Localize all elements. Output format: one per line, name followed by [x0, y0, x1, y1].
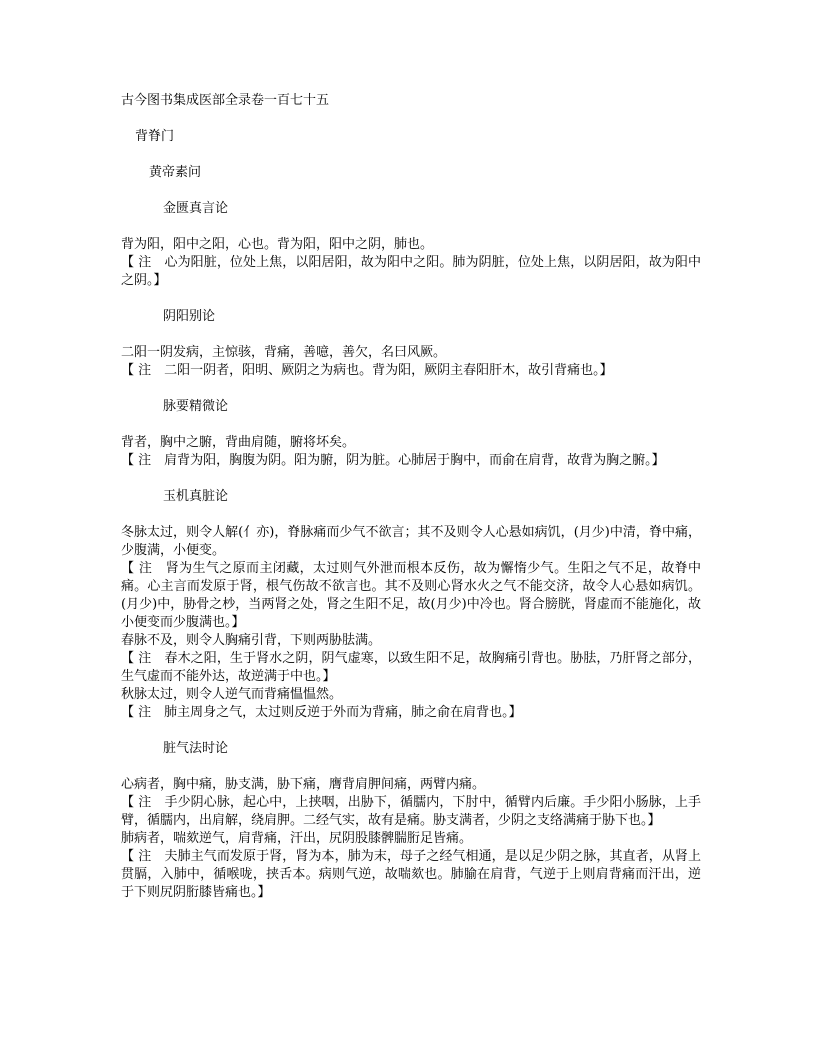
category-heading: 背脊门 — [135, 129, 175, 144]
book-heading: 黄帝素问 — [149, 165, 202, 180]
text-paragraph: 春脉不及，则令人胸痛引背，下则两胁胠满。 — [121, 633, 382, 648]
document-title: 古今图书集成医部全录卷一百七十五 — [121, 93, 330, 108]
annotation-paragraph: 【 注 手少阴心脉，起心中，上挟咽，出胁下，循臑内，下肘中，循臂内后廉。手少阳小肠脉，上手臂，循臑内，出肩解，绕肩胛。二经气实，故有是痛。胁支满者，少阴之支络满痛于胁下也。】 — [121, 795, 701, 828]
text-paragraph: 秋脉太过，则令人逆气而背痛愠愠然。 — [121, 687, 343, 702]
section-zangqi — [121, 740, 701, 902]
text-paragraph: 背者，胸中之腑，背曲肩随，腑将坏矣。 — [121, 435, 356, 450]
text-paragraph: 二阳一阴发病，主惊骇，背痛，善噫，善欠，名曰风厥。 — [121, 345, 447, 360]
section-heading: 脉要精微论 — [163, 399, 229, 414]
section-heading: 阴阳别论 — [163, 309, 216, 324]
annotation-paragraph: 【 注 肩背为阳，胸腹为阴。阳为腑，阴为脏。心肺居于胸中，而俞在肩背，故背为胸之腑。】 — [121, 453, 665, 468]
annotation-paragraph: 【 注 肾为生气之原而主闭藏，太过则气外泄而根本反伤，故为懈惰少气。生阳之气不足，故脊中痛。心主言而发原于肾，根气伤故不欲言也。其不及则心肾水火之气不能交济，故令人心悬如病饥。(月少)中，胁骨之杪，当两肾之处，肾之生阳不足，故(月少)中冷也。肾合膀胱，肾虚而不能施化，故小便变而少腹满也。】 — [121, 561, 701, 630]
document-page — [121, 92, 701, 902]
text-paragraph: 心病者，胸中痛，胁支满，胁下痛，膺背肩胛间痛，两臂内痛。 — [121, 777, 486, 792]
section-heading: 金匮真言论 — [163, 201, 229, 216]
annotation-paragraph: 【 注 二阳一阴者，阳明、厥阴之为病也。背为阳，厥阴主春阳肝木，故引背痛也。】 — [121, 363, 613, 378]
annotation-paragraph: 【 注 心为阳脏，位处上焦，以阳居阳，故为阳中之阳。肺为阴脏，位处上焦，以阴居阳，故为阳中之阴。】 — [121, 255, 701, 288]
section-maiyao — [121, 398, 701, 470]
section-heading: 脏气法时论 — [163, 741, 229, 756]
section-heading: 玉机真脏论 — [163, 489, 229, 504]
section-yuji — [121, 488, 701, 722]
annotation-paragraph: 【 注 春木之阳，生于肾水之阴，阴气虚寒，以致生阳不足，故胸痛引背也。胁胠，乃肝肾之部分，生气虚而不能外达，故逆满于中也。】 — [121, 651, 701, 684]
annotation-paragraph: 【 注 夫肺主气而发原于肾，肾为本，肺为末，母子之经气相通，是以足少阴之脉，其直者，从肾上贯膈，入肺中，循喉咙，挟舌本。病则气逆，故喘欬也。肺腧在肩背，气逆于上则肩背痛而汗出，逆于下则尻阴胻膝皆痛也。】 — [121, 849, 701, 900]
annotation-paragraph: 【 注 肺主周身之气，太过则反逆于外而为背痛，肺之俞在肩背也。】 — [121, 705, 522, 720]
text-paragraph: 冬脉太过，则令人解(亻亦)，脊脉痛而少气不欲言；其不及则令人心悬如病饥，(月少)中清，脊中痛，少腹满，小便变。 — [121, 525, 701, 558]
text-paragraph: 背为阳，阳中之阳，心也。背为阳，阳中之阴，肺也。 — [121, 237, 434, 252]
section-jingui — [121, 200, 701, 290]
text-paragraph: 肺病者，喘欬逆气，肩背痛，汗出，尻阴股膝髀腨胻足皆痛。 — [121, 831, 473, 846]
section-yinyang — [121, 308, 701, 380]
